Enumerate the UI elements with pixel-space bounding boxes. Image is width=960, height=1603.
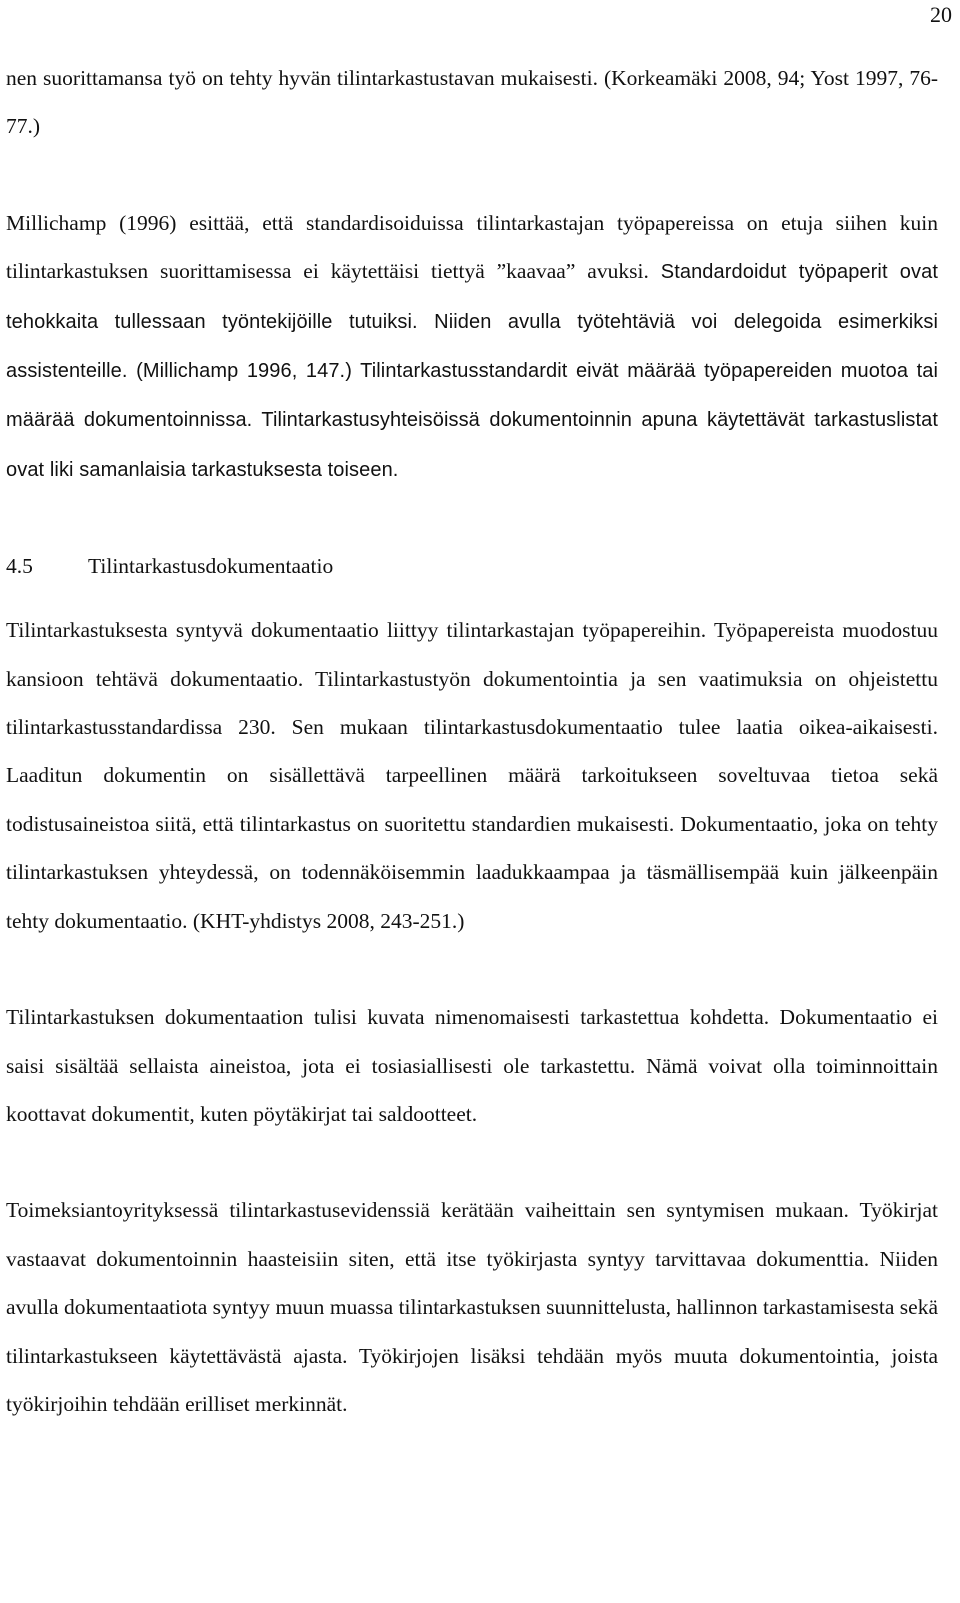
paragraph-3: Tilintarkastuksesta syntyvä dokumentaatio liittyy tilintarkastajan työpapereihin. Työpapereista muodostuu kansioon tehtävä dokumentaatio. Tilintarkastustyön dokumentointia ja sen vaatimuksia on ohjeistettu tilintarkastusstandardissa 230. Sen mukaan tilintarkastusdokumentaatio tulee laatia oikea-aikaisesti. Laaditun dokumentin on sisällettävä tarpeellinen määrä tarkoitukseen soveltuvaa tietoa sekä todistusaineistoa siitä, että tilintarkastus on suoritettu standardien mukaisesti. Dokumentaatio, joka on tehty tilintarkastuksen yhteydessä, on todennäköisemmin laadukkaampaa ja täsmällisempää kuin jälkeenpäin tehty dokumentaatio. (KHT-yhdistys 2008, 243-251.) [6, 618, 938, 933]
paragraph-4: Tilintarkastuksen dokumentaation tulisi kuvata nimenomaisesti tarkastettua kohdetta. Dokumentaatio ei saisi sisältää sellaista aineistoa, jota ei tosiasiallisesti ole tarkastettu. Nämä voivat olla toiminnoittain koottavat dokumentit, kuten pöytäkirjat tai saldootteet. [6, 1005, 938, 1126]
section-heading [6, 542, 938, 590]
paragraph-2-sans-text: Standardoidut työpaperit ovat tehokkaita tullessaan työntekijöille tutuiksi. Niiden avulla työtehtäviä voi delegoida esimerkiksi assistenteille. (Millichamp 1996, 147.) Tilintarkastusstandardit eivät määrää työpapereiden muotoa tai määrää dokumentoinnissa. Tilintarkastusyhteisöissä dokumentoinnin apuna käytettävät tarkastuslistat ovat liki samanlaisia tarkastuksesta toiseen. [6, 261, 939, 481]
paragraph-2 [6, 199, 938, 494]
paragraph-5: Toimeksiantoyrityksessä tilintarkastusevidenssiä kerätään vaiheittain sen syntymisen mukaan. Työkirjat vastaavat dokumentoinnin haasteisiin siten, että itse työkirjasta syntyy tarvittavaa dokumenttia. Niiden avulla dokumentaatiota syntyy muun muassa tilintarkastuksen suunnittelusta, hallinnon tarkastamisesta sekä tilintarkastukseen käytettävästä ajasta. Työkirjojen lisäksi tehdään myös muuta dokumentointia, joista työkirjoihin tehdään erilliset merkinnät. [6, 1198, 938, 1416]
page-number: 20 [930, 2, 952, 27]
paragraph-2-serif-text: Millichamp (1996) esittää, että standardisoiduissa tilintarkastajan työpapereissa on etuja siihen kuin tilintarkastuksen suorittamisessa ei käytettäisi tiettyä ”kaavaa” avuksi. [6, 210, 938, 284]
section-title: Tilintarkastusdokumentaatio [88, 554, 334, 579]
document-body [6, 54, 938, 1476]
section-number: 4.5 [6, 554, 33, 579]
paragraph-1: nen suorittamansa työ on tehty hyvän tilintarkastustavan mukaisesti. (Korkeamäki 2008, 94; Yost 1997, 76-77.) [6, 66, 938, 139]
